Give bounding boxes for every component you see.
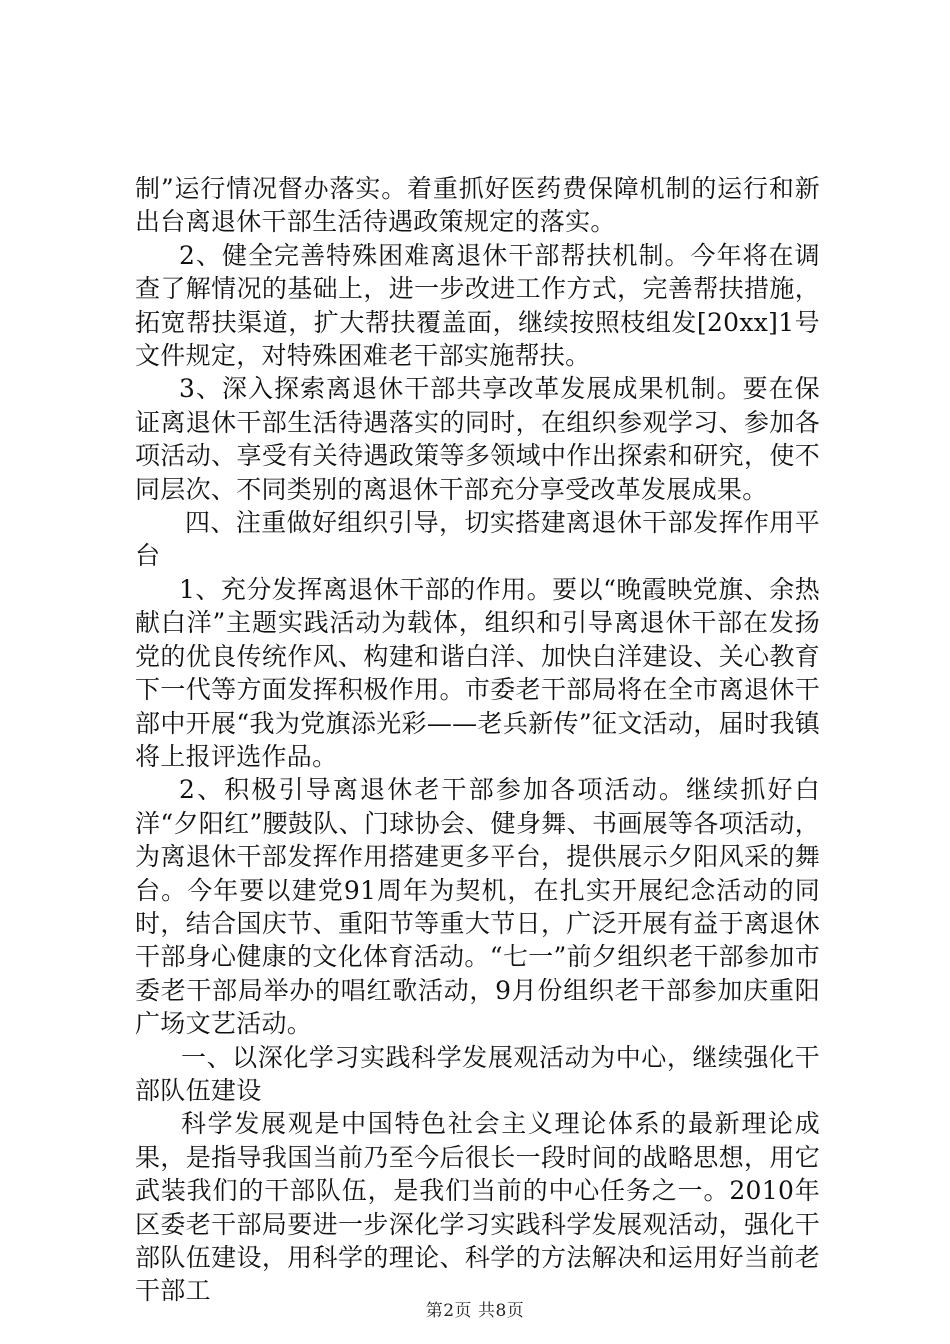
paragraph-body: 科学发展观是中国特色社会主义理论体系的最新理论成果，是指导我国当前乃至今后很长一段时间的战略思想，用它武装我们的干部队伍，是我们当前的中心任务之一。2010年区委老干部局要进一步深化学习实践科学发展观活动，强化干部队伍建设，用科学的理论、科学的方法解决和运用好当前老干部工	[135, 1109, 820, 1306]
paragraph-item-2b: 2、积极引导离退休老干部参加各项活动。继续抓好白洋“夕阳红”腰鼓队、门球协会、健身舞、书画展等各项活动，为离退休干部发挥作用搭建更多平台，提供展示夕阳风采的舞台。今年要以建党91周年为契机，在扎实开展纪念活动的同时，结合国庆节、重阳节等重大节日，广泛开展有益于离退休干部身心健康的文化体育活动。“七一”前夕组织老干部参加市委老干部局举办的唱红歌活动，9月份组织老干部参加庆重阳广场文艺活动。	[135, 775, 820, 1039]
paragraph-item-1: 1、充分发挥离退休干部的作用。要以“晚霞映党旗、余热献白洋”主题实践活动为载体，组织和引导离退休干部在发扬党的优良传统作风、构建和谐白洋、加快白洋建设、关心教育下一代等方面发挥积极作用。市委老干部局将在全市离退休干部中开展“我为党旗添光彩——老兵新传”征文活动，届时我镇将上报评选作品。	[135, 574, 820, 771]
page-number-footer: 第2页 共8页	[425, 1301, 525, 1321]
paragraph-continuation: 制”运行情况督办落实。着重抓好医药费保障机制的运行和新出台离退休干部生活待遇政策规定的落实。	[135, 174, 820, 237]
section-heading-1: 一、以深化学习实践科学发展观活动为中心，继续强化干部队伍建设	[135, 1042, 820, 1105]
paragraph-item-2: 2、健全完善特殊困难离退休干部帮扶机制。今年将在调查了解情况的基础上，进一步改进工作方式，完善帮扶措施，拓宽帮扶渠道，扩大帮扶覆盖面，继续按照枝组发[20xx]1号文件规定，对特殊困难老干部实施帮扶。	[135, 240, 820, 371]
document-body	[135, 172, 820, 1308]
paragraph-item-3: 3、深入探索离退休干部共享改革发展成果机制。要在保证离退休干部生活待遇落实的同时，在组织参观学习、参加各项活动、享受有关待遇政策等多领域中作出探索和研究，使不同层次、不同类别的离退休干部充分享受改革发展成果。	[135, 374, 820, 504]
section-heading-4: 四、注重做好组织引导，切实搭建离退休干部发挥作用平台	[135, 508, 820, 571]
